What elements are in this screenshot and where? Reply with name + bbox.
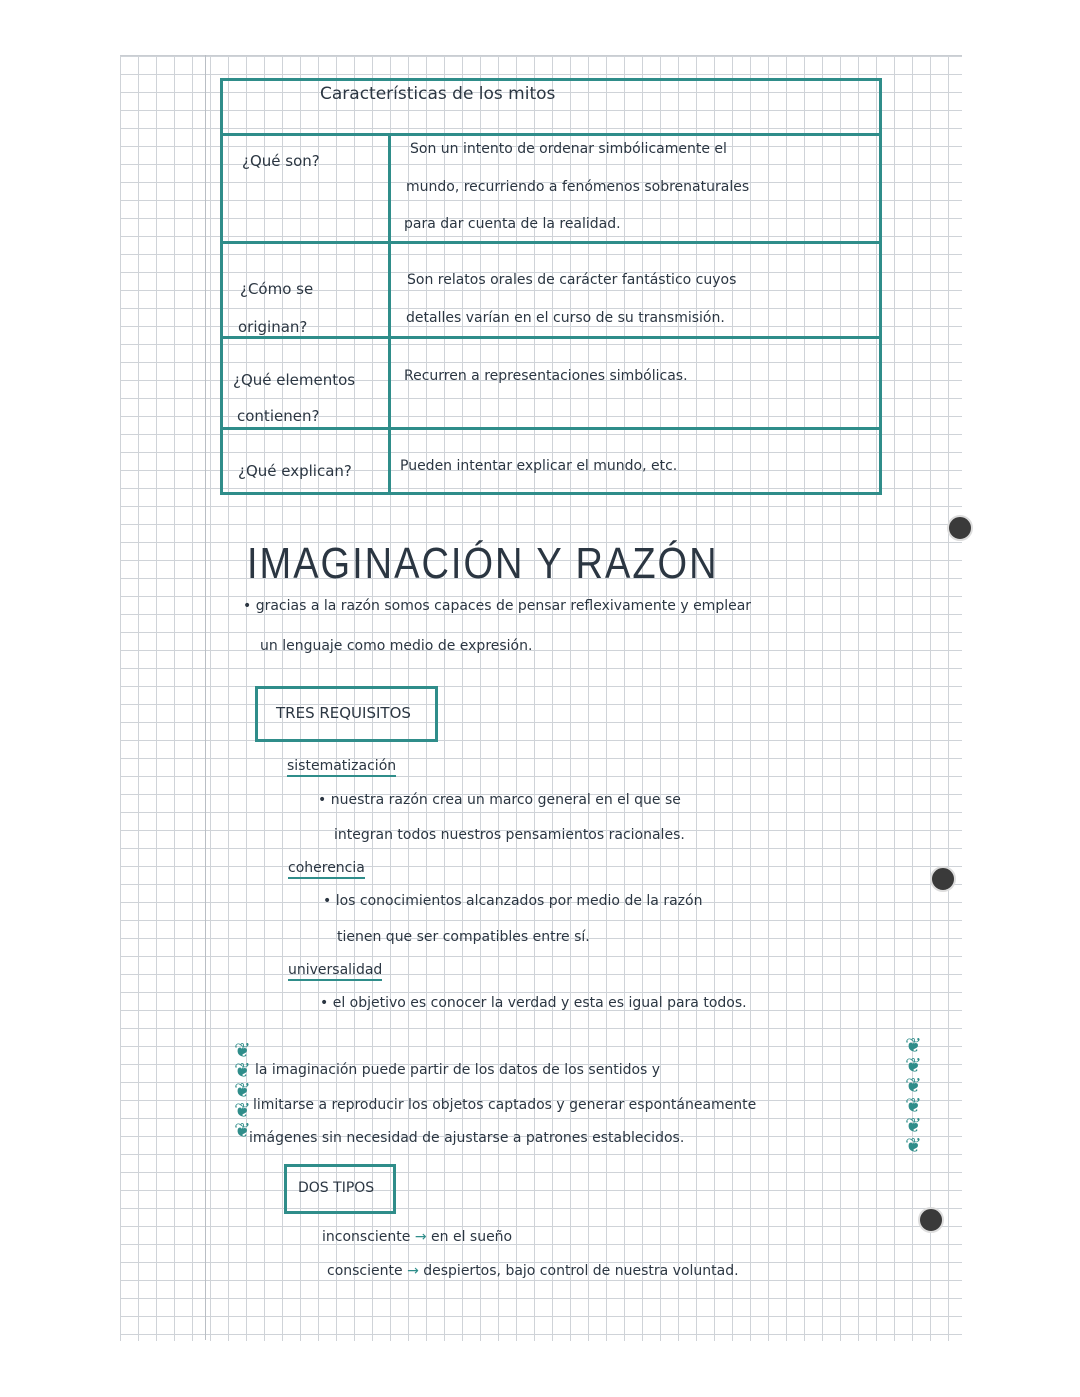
- imagination-line: limitarse a reproducir los objetos captados y generar espontáneamente: [253, 1097, 757, 1113]
- table-answer-line: Son un intento de ordenar simbólicamente el: [410, 141, 727, 157]
- intro-line: un lenguaje como medio de expresión.: [260, 638, 533, 654]
- requisite-text: • nuestra razón crea un marco general en el que se: [318, 792, 681, 808]
- arrow-right-icon: →: [414, 1229, 427, 1245]
- table-question: contienen?: [237, 407, 320, 425]
- requisite-text: • los conocimientos alcanzados por medio de la razón: [323, 893, 703, 909]
- table-question: ¿Qué explican?: [238, 462, 352, 480]
- intro-line: • gracias a la razón somos capaces de pensar reflexivamente y emplear: [243, 598, 752, 614]
- requisite-name: universalidad: [288, 962, 382, 981]
- binder-hole: [918, 1207, 944, 1233]
- table-title: Características de los mitos: [320, 84, 556, 104]
- table-question: ¿Cómo se: [240, 280, 314, 298]
- table-answer-line: mundo, recurriendo a fenómenos sobrenaturales: [406, 179, 750, 195]
- type-name: consciente: [327, 1263, 403, 1279]
- table-column-divider: [388, 136, 391, 492]
- type-item: [327, 1263, 739, 1279]
- imagination-line: imágenes sin necesidad de ajustarse a patrones establecidos.: [249, 1130, 685, 1146]
- type-item: [322, 1229, 512, 1245]
- table-answer-line: Recurren a representaciones simbólicas.: [404, 368, 688, 384]
- table-answer-line: detalles varían en el curso de su transmisión.: [406, 310, 725, 326]
- table-answer-line: Son relatos orales de carácter fantástico cuyos: [407, 272, 737, 288]
- table-question: ¿Qué elementos: [233, 371, 356, 389]
- requisite-name: coherencia: [288, 860, 365, 879]
- binder-hole: [930, 866, 956, 892]
- table-answer-line: Pueden intentar explicar el mundo, etc.: [400, 458, 678, 474]
- type-text: en el sueño: [431, 1229, 513, 1245]
- table-question: originan?: [238, 318, 308, 336]
- type-name: inconsciente: [322, 1229, 411, 1245]
- requisites-title: TRES REQUISITOS: [276, 704, 411, 722]
- requisite-text: tienen que ser compatibles entre sí.: [337, 929, 590, 945]
- table-question: ¿Qué son?: [242, 152, 320, 170]
- table-divider: [223, 133, 879, 136]
- binder-hole: [947, 515, 973, 541]
- leaf-vine-icon: ❦ ❦ ❦ ❦ ❦: [234, 1038, 251, 1142]
- leaf-vine-icon: ❦ ❦ ❦ ❦ ❦ ❦: [905, 1033, 922, 1157]
- requisite-name: sistematización: [287, 758, 396, 777]
- types-title: DOS TIPOS: [298, 1180, 375, 1196]
- imagination-line: la imaginación puede partir de los datos de los sentidos y: [255, 1062, 661, 1078]
- section-title: IMAGINACIÓN Y RAZÓN: [247, 540, 719, 589]
- type-text: despiertos, bajo control de nuestra voluntad.: [423, 1263, 739, 1279]
- requisite-text: • el objetivo es conocer la verdad y esta es igual para todos.: [320, 995, 747, 1011]
- margin-line: [205, 55, 206, 1340]
- requisite-text: integran todos nuestros pensamientos racionales.: [334, 827, 685, 843]
- table-divider: [223, 336, 879, 339]
- table-answer-line: para dar cuenta de la realidad.: [404, 216, 621, 232]
- table-divider: [223, 241, 879, 244]
- arrow-right-icon: →: [407, 1263, 419, 1279]
- table-divider: [223, 427, 879, 430]
